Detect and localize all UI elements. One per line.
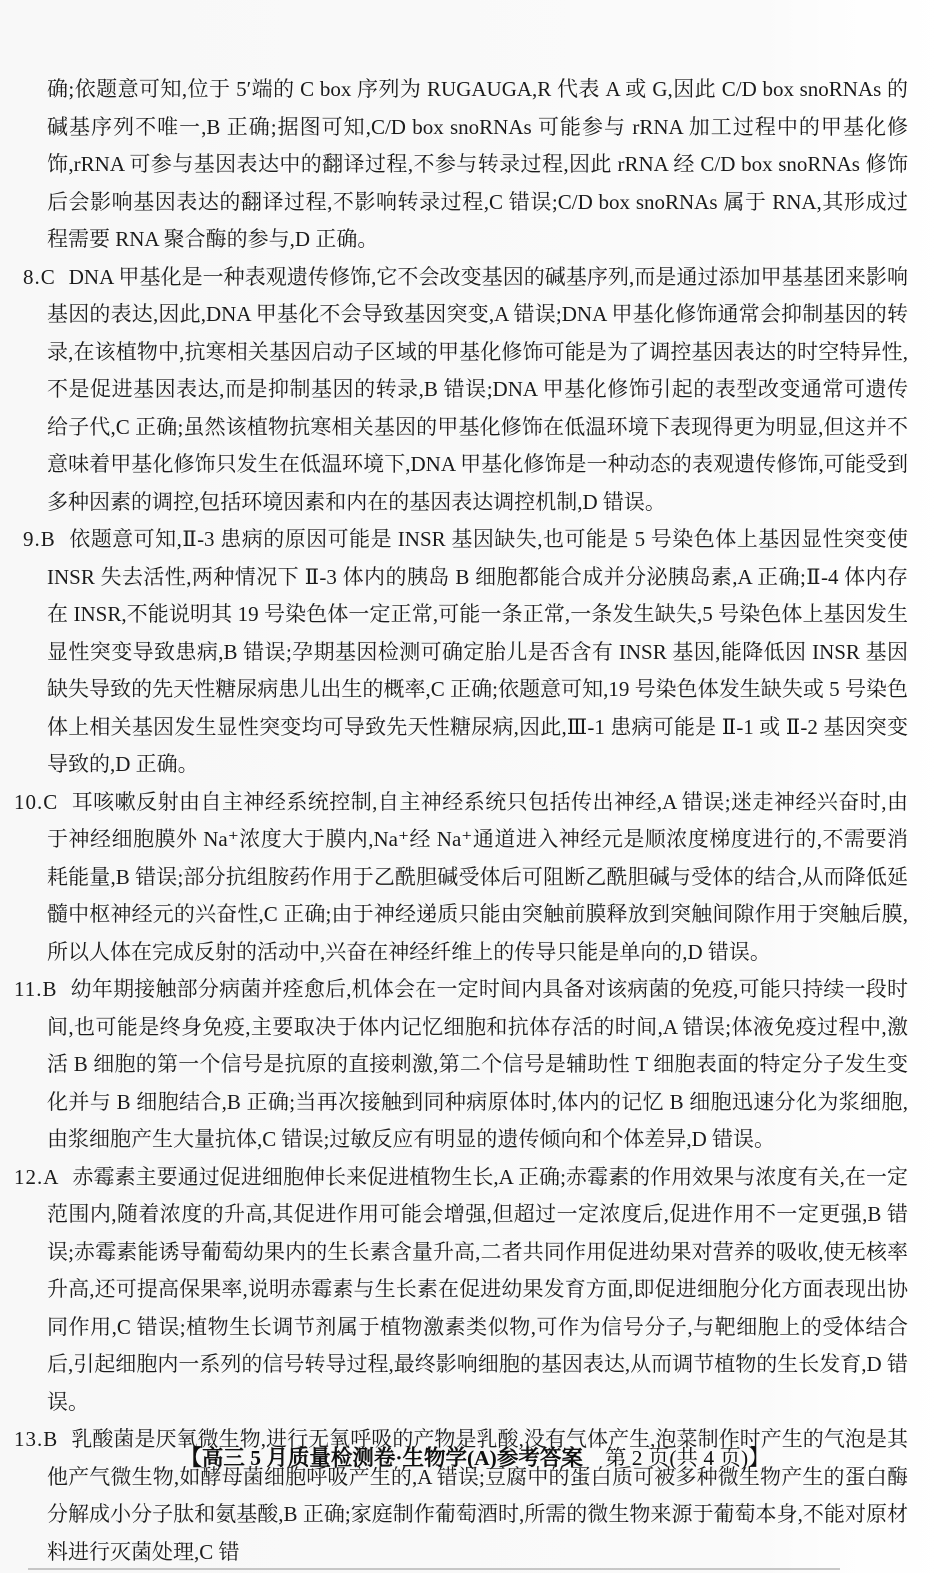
answer-item-12	[14, 1159, 908, 1422]
answer-item-text: 确;依题意可知,位于 5′端的 C box 序列为 RUGAUGA,R 代表 A 或 G,因此 C/D box snoRNAs 的碱基序列不唯一,B 正确;据图可知,C/D box snoRNAs 可能参与 rRNA 加工过程中的甲基化修饰,rRNA 可参与基因表达中的翻译过程,不参与转录过程,因此 rRNA 经 C/D box snoRNAs 修饰后会影响基因表达的翻译过程,不影响转录过程,C 错误;C/D box snoRNAs 属于 RNA,其形成过程需要 RNA 聚合酶的参与,D 正确。	[47, 77, 908, 251]
answer-item-text: 赤霉素主要通过促进细胞伸长来促进植物生长,A 正确;赤霉素的作用效果与浓度有关,在一定范围内,随着浓度的升高,其促进作用可能会增强,但超过一定浓度后,促进作用不一定更强,B 错误;赤霉素能诱导葡萄幼果内的生长素含量升高,二者共同作用促进幼果对营养的吸收,使无核率升高,还可提高保果率,说明赤霉素与生长素在促进幼果发育方面,即促进细胞分化方面表现出协同作用,C 错误;植物生长调节剂属于植物激素类似物,可作为信号分子,与靶细胞上的受体结合后,引起细胞内一系列的信号转导过程,最终影响细胞的基因表达,从而调节植物的生长发育,D 错误。	[47, 1164, 908, 1414]
answer-item-8	[23, 259, 908, 522]
answer-item-9	[23, 521, 908, 784]
answer-item-number: 10.C	[14, 789, 59, 814]
answer-item-text: DNA 甲基化是一种表观遗传修饰,它不会改变基因的碱基序列,而是通过添加甲基基团来影响基因的表达,因此,DNA 甲基化不会导致基因突变,A 错误;DNA 甲基化修饰通常会抑制基因的转录,在该植物中,抗寒相关基因启动子区域的甲基化修饰可能是为了调控基因表达的时空特异性,不是促进基因表达,而是抑制基因的转录,B 错误;DNA 甲基化修饰引起的表型改变通常可遗传给子代,C 正确;虽然该植物抗寒相关基因的甲基化修饰在低温环境下表现得更为明显,但这并不意味着甲基化修饰只发生在低温环境下,DNA 甲基化修饰是一种动态的表观遗传修饰,可能受到多种因素的调控,包括环境因素和内在的基因表达调控机制,D 错误。	[47, 264, 908, 514]
answer-item-number: 9.B	[23, 527, 56, 551]
answer-item-number: 13.B	[14, 1427, 59, 1451]
answer-item-text: 耳咳嗽反射由自主神经系统控制,自主神经系统只包括传出神经,A 错误;迷走神经兴奋时,由于神经细胞膜外 Na⁺浓度大于膜内,Na⁺经 Na⁺通道进入神经元是顺浓度梯度进行的,不需要消耗能量,B 错误;部分抗组胺药作用于乙酰胆碱受体后可阻断乙酰胆碱与受体的结合,从而降低延髓中枢神经元的兴奋性,C 正确;由于神经递质只能由突触前膜释放到突触间隙作用于突触后膜,所以人体在完成反射的活动中,兴奋在神经纤维上的传导只能是单向的,D 错误。	[47, 789, 908, 964]
answer-item-11	[14, 971, 908, 1159]
scan-edge-artifact	[28, 1568, 840, 1570]
answer-item-number: 12.A	[14, 1164, 60, 1189]
answer-item-7-continuation	[47, 71, 908, 259]
answer-item-10	[14, 784, 908, 972]
footer-exam-title: 【高三 5 月质量检测卷·生物学(A)参考答案	[180, 1446, 583, 1470]
answer-item-text: 依题意可知,Ⅱ-3 患病的原因可能是 INSR 基因缺失,也可能是 5 号染色体上基因显性突变使 INSR 失去活性,两种情况下 Ⅱ-3 体内的胰岛 B 细胞都能合成并分泌胰岛素,A 正确;Ⅱ-4 体内存在 INSR,不能说明其 19 号染色体一定正常,可能一条正常,一条发生缺失,5 号染色体上基因发生显性突变导致患病,B 错误;孕期基因检测可确定胎儿是否含有 INSR 基因,能降低因 INSR 基因缺失导致的先天性糖尿病患儿出生的概率,C 正确;依题意可知,19 号染色体发生缺失或 5 号染色体上相关基因发生显性突变均可导致先天性糖尿病,因此,Ⅲ-1 患病可能是 Ⅱ-1 或 Ⅱ-2 基因突变导致的,D 正确。	[47, 527, 908, 776]
answer-item-text: 乳酸菌是厌氧微生物,进行无氧呼吸的产物是乳酸,没有气体产生,泡菜制作时产生的气泡是其他产气微生物,如酵母菌细胞呼吸产生的,A 错误;豆腐中的蛋白质可被多种微生物产生的蛋白酶分解成小分子肽和氨基酸,B 正确;家庭制作葡萄酒时,所需的微生物来源于葡萄本身,不能对原材料进行灭菌处理,C 错	[47, 1427, 908, 1564]
footer-page-number: 第 2 页(共 4 页)】	[604, 1446, 770, 1470]
answer-item-number: 11.B	[14, 977, 58, 1001]
page-footer	[0, 1441, 950, 1472]
answer-item-text: 幼年期接触部分病菌并痊愈后,机体会在一定时间内具备对该病菌的免疫,可能只持续一段时间,也可能是终身免疫,主要取决于体内记忆细胞和抗体存活的时间,A 错误;体液免疫过程中,激活 B 细胞的第一个信号是抗原的直接刺激,第二个信号是辅助性 T 细胞表面的特定分子发生变化并与 B 细胞结合,B 正确;当再次接触到同种病原体时,体内的记忆 B 细胞迅速分化为浆细胞,由浆细胞产生大量抗体,C 错误;过敏反应有明显的遗传倾向和个体差异,D 错误。	[47, 977, 908, 1151]
answer-item-number: 8.C	[23, 264, 56, 289]
